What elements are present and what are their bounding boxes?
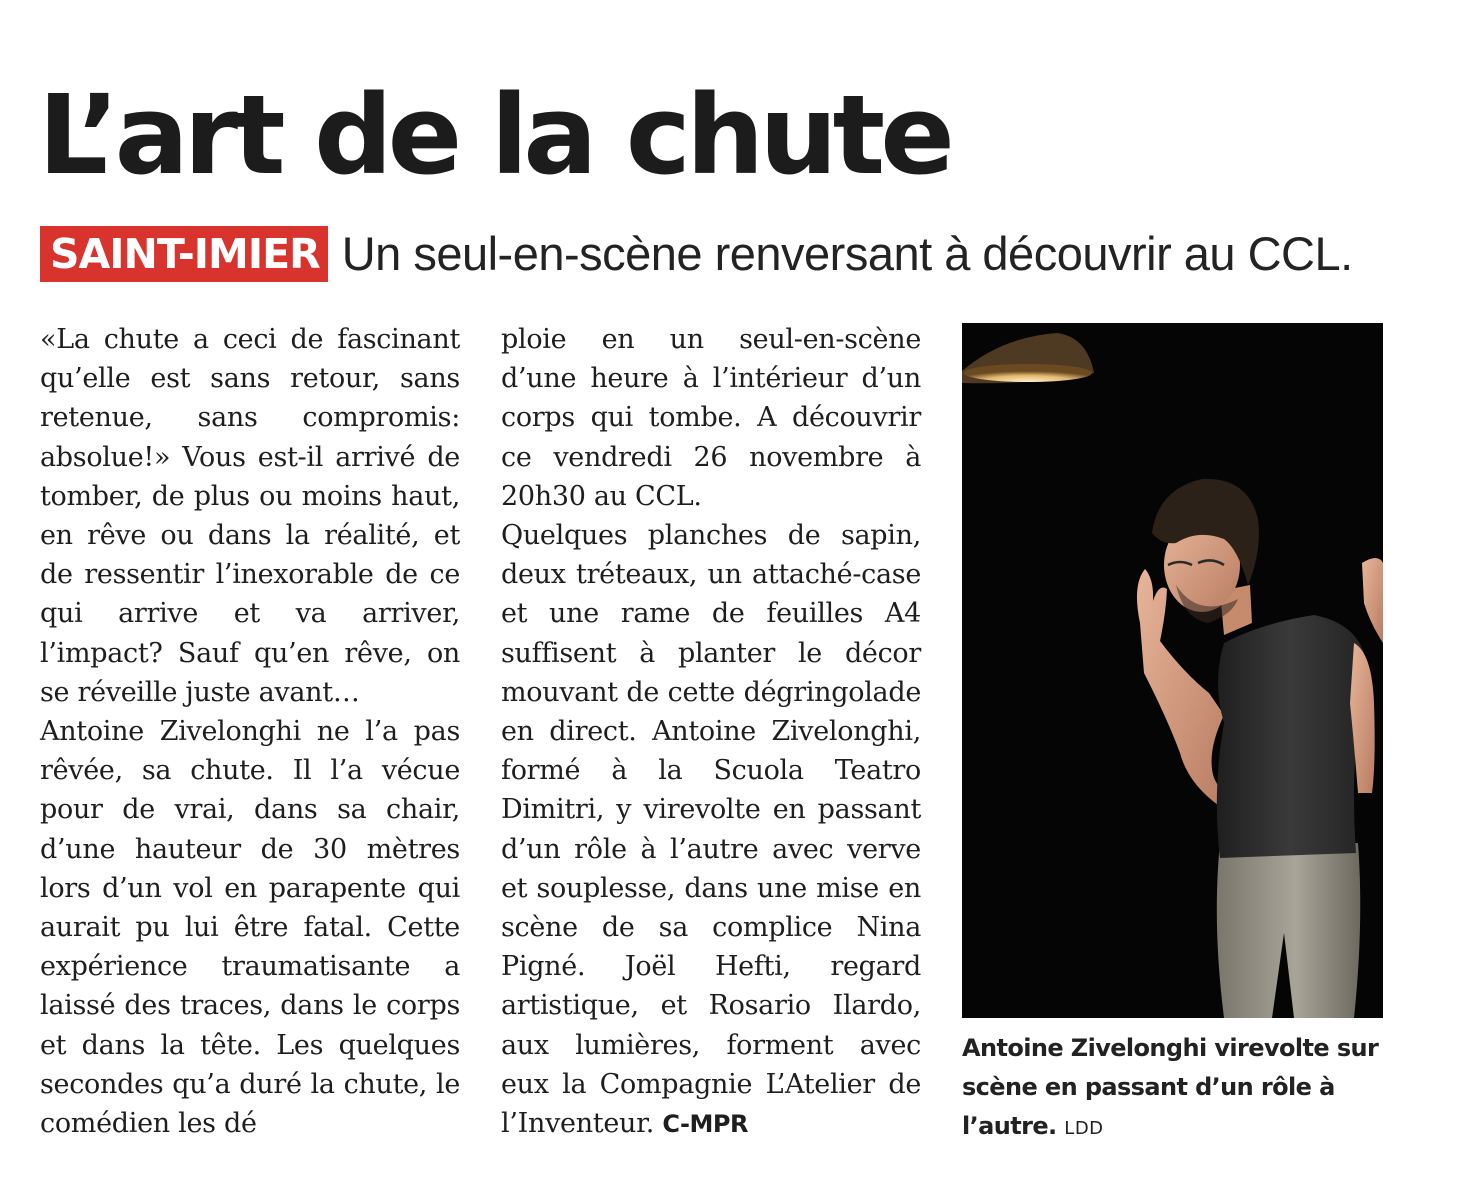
- text-column-2: [501, 320, 921, 1144]
- photo-credit: LDD: [1064, 1118, 1104, 1139]
- subheadline: Un seul-en-scène renversant à découvrir au CCL.: [341, 227, 1353, 280]
- paragraph: «La chute a ceci de fascinant qu’elle est sans retour, sans retenue, sans compromis: absolue!» Vous est-il arrivé de tomber, de plus ou moins haut, en rêve ou dans la réalité, et de ressentir l’inexorable de ce qui arrive et va arriver, l’impact? Sauf qu’en rêve, on se réveille juste avant…: [40, 324, 460, 708]
- author-signature: C-MPR: [662, 1110, 748, 1139]
- performer-illustration: [962, 323, 1383, 1018]
- kicker-row: [40, 225, 1353, 283]
- article-photo: [962, 323, 1383, 1018]
- location-kicker: SAINT-IMIER: [40, 226, 328, 282]
- headline: L’art de la chute: [38, 71, 950, 199]
- paragraph-text: Quelques planches de sapin, deux tréteaux, un attaché-case et une rame de feuilles A4 suffisent à planter le décor mouvant de cette dégringolade en direct. Antoine Zivelonghi, formé à la Scuola Teatro Dimitri, y virevolte en passant d’un rôle à l’autre avec verve et souplesse, dans une mise en scène de sa complice Nina Pigné. Joël Hefti, regard artistique, et Rosario Ilardo, aux lumières, forment avec eux la Compagnie L’Atelier de l’Inventeur.: [501, 520, 921, 1140]
- caption-text: Antoine Zivelonghi virevolte sur scène en passant d’un rôle à l’autre.: [962, 1034, 1379, 1140]
- paragraph: Antoine Zivelonghi ne l’a pas rêvée, sa chute. Il l’a vécue pour de vrai, dans sa chair, d’une hauteur de 30 mètres lors d’un vol en parapente qui aurait pu lui être fatal. Cette expérience traumatisante a laissé des traces, dans le corps et dans la tête. Les quelques secondes qu’a duré la chute, le comédien les dé: [40, 716, 460, 1140]
- photo-caption: [962, 1029, 1402, 1148]
- paragraph: ploie en un seul-en-scène d’une heure à l’intérieur d’un corps qui tombe. A découvrir ce vendredi 26 novembre à 20h30 au CCL.: [501, 324, 921, 512]
- paragraph-with-signature: [501, 516, 921, 1144]
- text-column-1: [40, 320, 460, 1143]
